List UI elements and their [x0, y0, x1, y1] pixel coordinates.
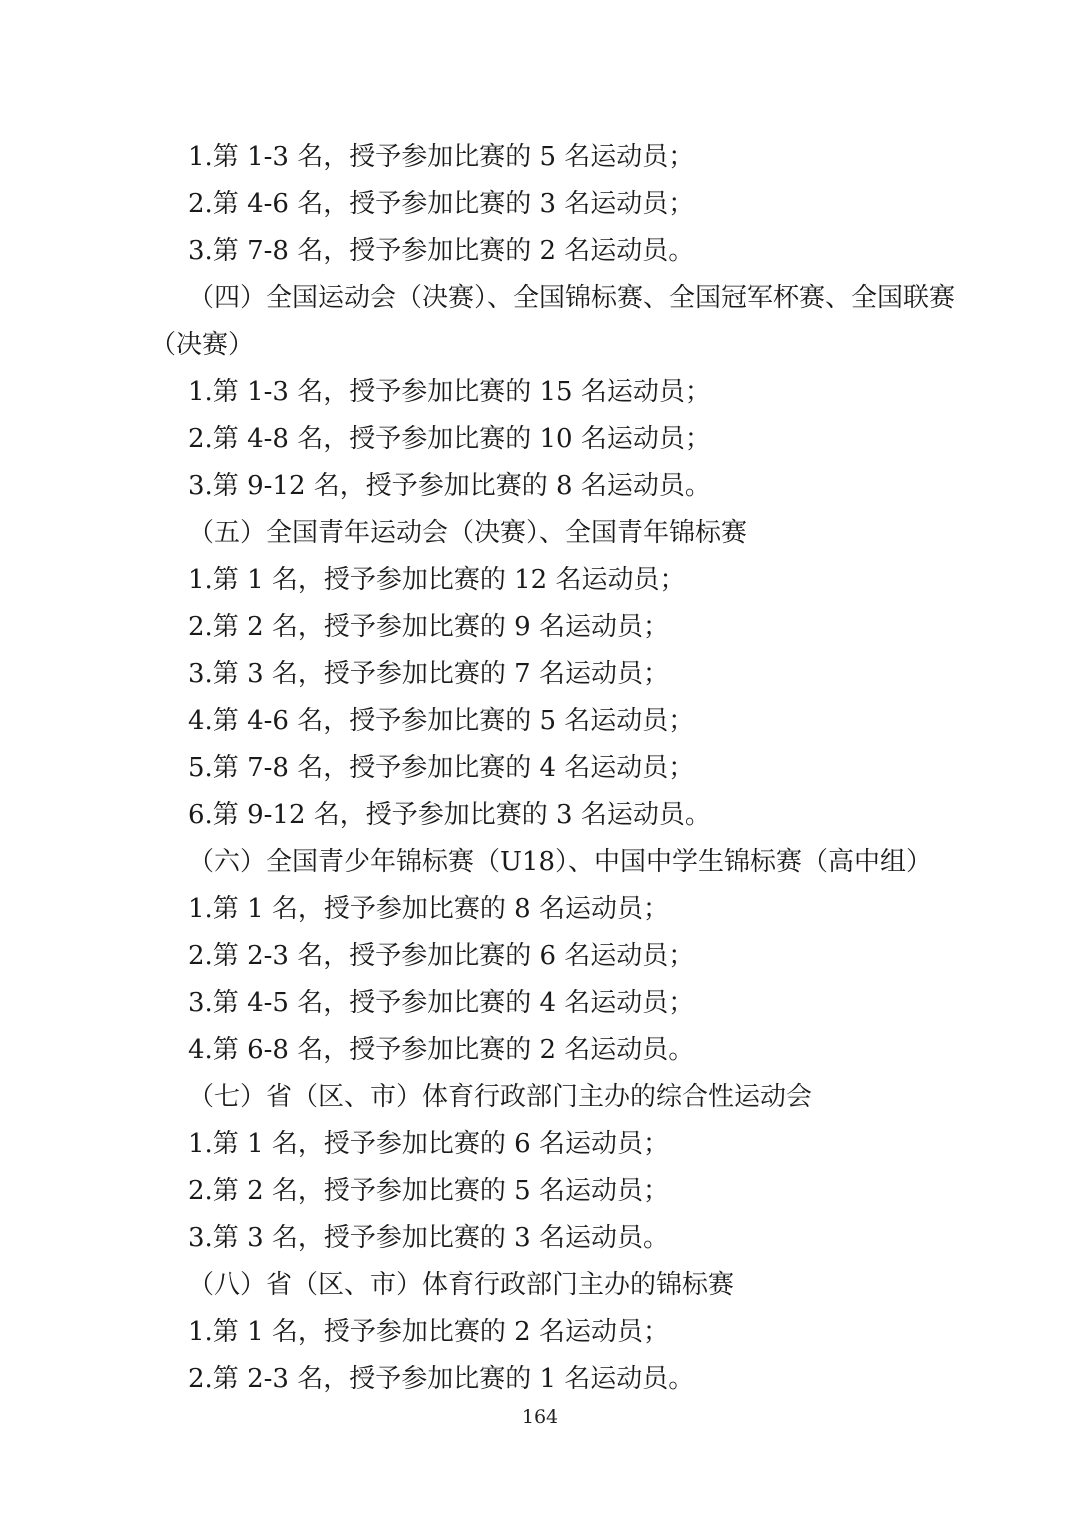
list-item: 2.第 2 名，授予参加比赛的 9 名运动员；: [188, 612, 669, 642]
list-item: 1.第 1 名，授予参加比赛的 12 名运动员；: [188, 565, 686, 595]
list-item: 1.第 1-3 名，授予参加比赛的 15 名运动员；: [188, 377, 711, 407]
list-item: 3.第 4-5 名，授予参加比赛的 4 名运动员；: [188, 988, 695, 1018]
list-item: 1.第 1-3 名，授予参加比赛的 5 名运动员；: [188, 142, 695, 172]
section-heading-7: （七）省（区、市）体育行政部门主办的综合性运动会: [188, 1082, 813, 1112]
list-item: 1.第 1 名，授予参加比赛的 6 名运动员；: [188, 1129, 669, 1159]
list-item: 5.第 7-8 名，授予参加比赛的 4 名运动员；: [188, 753, 695, 783]
list-item: 4.第 4-6 名，授予参加比赛的 5 名运动员；: [188, 706, 695, 736]
list-item: 2.第 4-8 名，授予参加比赛的 10 名运动员；: [188, 424, 711, 454]
list-item: 3.第 9-12 名，授予参加比赛的 8 名运动员。: [188, 471, 711, 501]
section-heading-5: （五）全国青年运动会（决赛）、全国青年锦标赛: [188, 518, 748, 548]
list-item: 2.第 4-6 名，授予参加比赛的 3 名运动员；: [188, 189, 695, 219]
list-item: 2.第 2-3 名，授予参加比赛的 6 名运动员；: [188, 941, 695, 971]
list-item: 3.第 3 名，授予参加比赛的 7 名运动员；: [188, 659, 669, 689]
section-heading-4-continuation: （决赛）: [150, 330, 255, 360]
section-heading-6: （六）全国青少年锦标赛（U18）、中国中学生锦标赛（高中组）: [188, 847, 932, 877]
list-item: 2.第 2 名，授予参加比赛的 5 名运动员；: [188, 1176, 669, 1206]
section-heading-8: （八）省（区、市）体育行政部门主办的锦标赛: [188, 1270, 735, 1300]
page-number: 164: [521, 1406, 559, 1428]
section-heading-4: （四）全国运动会（决赛）、全国锦标赛、全国冠军杯赛、全国联赛: [188, 283, 956, 313]
list-item: 6.第 9-12 名，授予参加比赛的 3 名运动员。: [188, 800, 711, 830]
list-item: 4.第 6-8 名，授予参加比赛的 2 名运动员。: [188, 1035, 695, 1065]
list-item: 2.第 2-3 名，授予参加比赛的 1 名运动员。: [188, 1364, 695, 1394]
list-item: 1.第 1 名，授予参加比赛的 8 名运动员；: [188, 894, 669, 924]
list-item: 1.第 1 名，授予参加比赛的 2 名运动员；: [188, 1317, 669, 1347]
list-item: 3.第 7-8 名，授予参加比赛的 2 名运动员。: [188, 236, 695, 266]
list-item: 3.第 3 名，授予参加比赛的 3 名运动员。: [188, 1223, 669, 1253]
